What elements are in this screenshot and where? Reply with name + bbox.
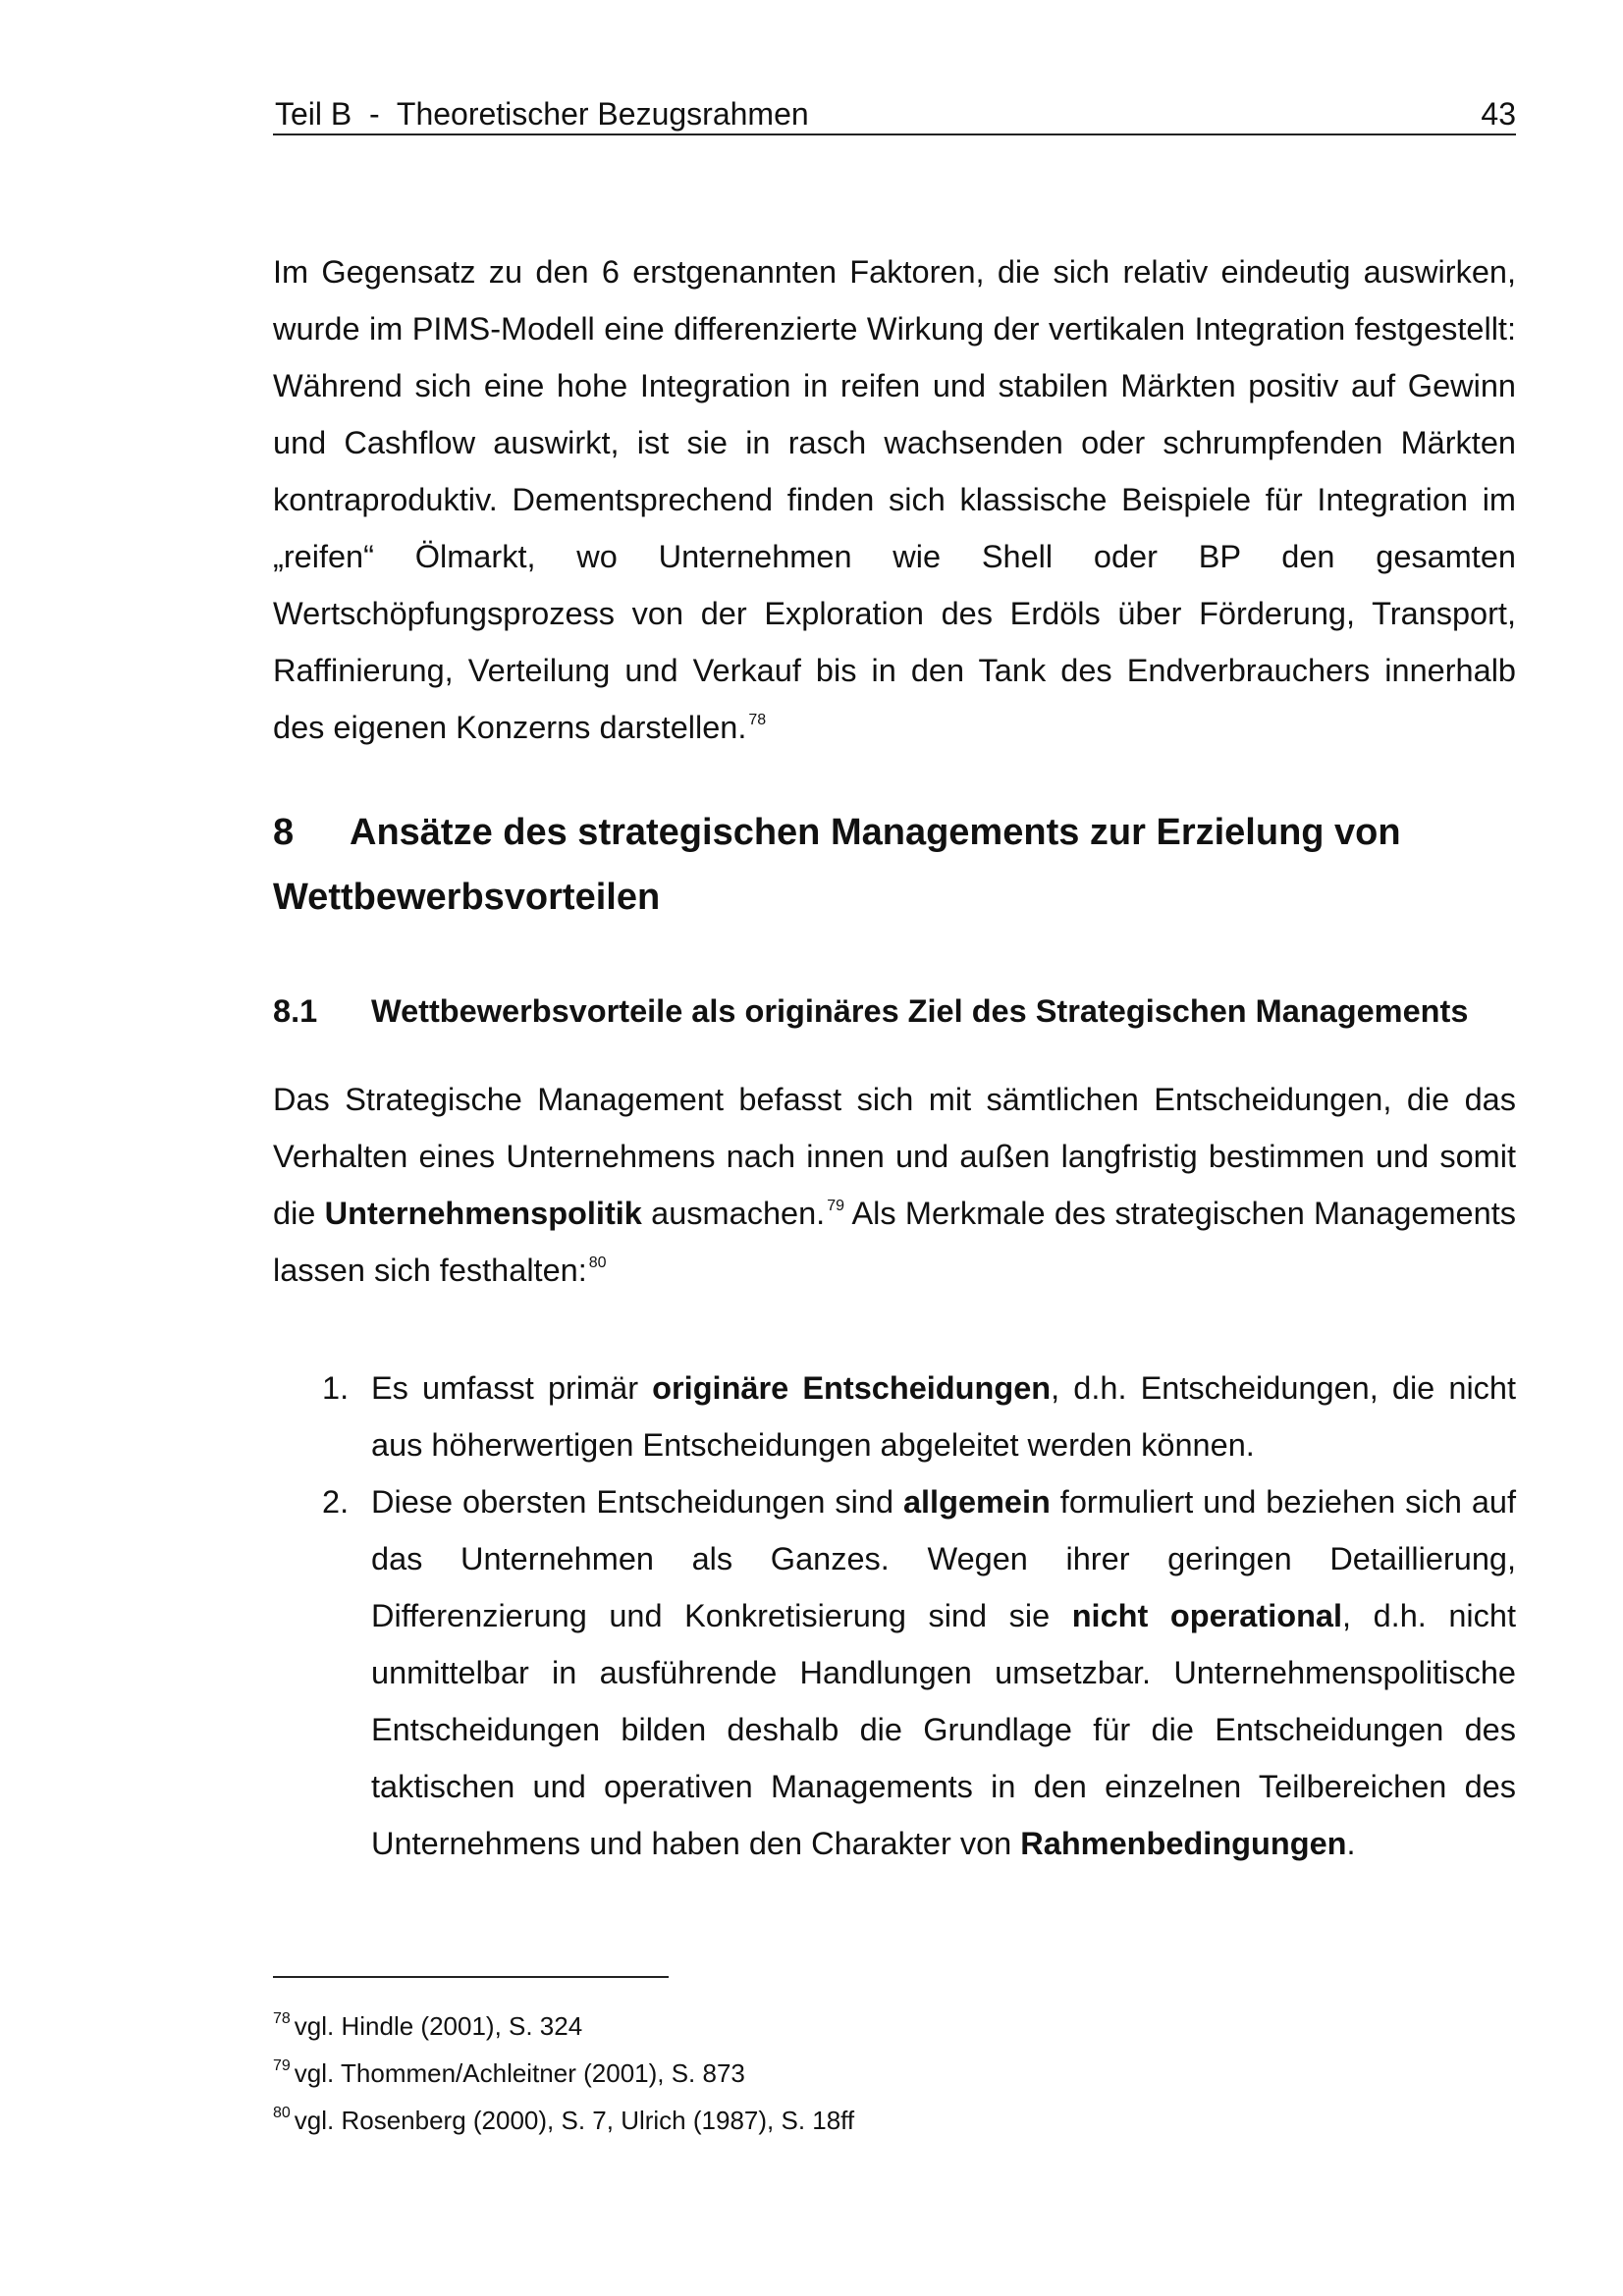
section-8-title: Ansätze des strategischen Managements zur Erzielung von Wettbewerbsvorteilen: [273, 812, 1401, 918]
footnote-ref-79[interactable]: 79: [827, 1198, 845, 1214]
footnote-ref-80[interactable]: 80: [588, 1255, 607, 1271]
footnote-text: vgl. Hindle (2001), S. 324: [294, 2011, 583, 2041]
section-8-1-number: 8.1: [273, 993, 318, 1029]
paragraph-2-part3: Als Merkmale des strategischen Managements lassen sich festhalten:: [273, 1196, 1516, 1288]
footnote-80: [273, 2097, 1516, 2144]
list-item-text: Es umfasst primär: [371, 1370, 639, 1406]
section-heading-8: [273, 800, 1516, 930]
list-item-text: Diese obersten Entscheidungen sind: [371, 1484, 894, 1520]
list-item-bold: originäre Entscheidungen: [652, 1370, 1052, 1406]
list-item-text: , d.h. nicht unmittelbar in ausführende Handlungen umsetzbar. Unternehmenspolitische Entscheidungen bilden deshalb die Grundlage für die Entscheidungen des taktischen und operativen Managements in den einzelnen Teilbereichen des Unternehmens und haben den Charakter von: [371, 1598, 1517, 1861]
paragraph-2: [273, 1071, 1516, 1299]
list-item: [273, 1360, 1516, 1473]
intro-paragraph-text: Im Gegensatz zu den 6 erstgenannten Faktoren, die sich relativ eindeutig auswirken, wurde im PIMS-Modell eine differenzierte Wirkung der vertikalen Integration festgestellt: Während sich eine hohe Integration in reifen und stabilen Märkten positiv auf Gewinn und Cashflow auswirkt, ist sie in rasch wachsenden oder schrumpfenden Märkten kontraproduktiv. Dementsprechend finden sich klassische Beispiele für Integration im „reifen“ Ölmarkt, wo Unternehmen wie Shell oder BP den gesamten Wertschöpfungsprozess von der Exploration des Erdöls über Förderung, Transport, Raffinierung, Verteilung und Verkauf bis in den Tank des Endverbrauchers innerhalb des eigenen Konzerns darstellen.: [273, 254, 1516, 745]
section-8-number: 8: [273, 812, 295, 853]
section-heading-8-1: [273, 989, 1516, 1033]
list-marker: 2.: [322, 1484, 350, 1520]
page-header: [273, 94, 1516, 135]
footnote-79: [273, 2050, 1516, 2097]
intro-paragraph: [273, 243, 1516, 756]
list-item: [273, 1473, 1516, 1872]
list-item-text: formuliert und beziehen sich auf das Unternehmen als Ganzes. Wegen ihrer geringen Detaillierung, Differenzierung und Konkretisierung sind sie: [371, 1484, 1517, 1633]
footnote-text: vgl. Thommen/Achleitner (2001), S. 873: [294, 2058, 745, 2088]
page-number: 43: [1481, 96, 1516, 132]
list-marker: 1.: [322, 1370, 350, 1406]
footnote-ref-78[interactable]: 78: [748, 712, 767, 728]
paragraph-2-part1: Das Strategische Management befasst sich mit sämtlichen Entscheidungen, die das Verhalten eines Unternehmens nach innen und außen langfristig bestimmen und somit die: [273, 1082, 1516, 1231]
footnote-text: vgl. Rosenberg (2000), S. 7, Ulrich (1987), S. 18ff: [294, 2106, 855, 2135]
paragraph-2-part2: ausmachen.: [651, 1196, 826, 1231]
paragraph-2-block: [273, 1071, 1516, 1299]
footnote-number: 80: [273, 2105, 291, 2121]
list-item-bold: nicht operational: [1071, 1598, 1343, 1633]
intro-paragraph-block: [273, 243, 1516, 756]
list-item-text: .: [1346, 1826, 1356, 1861]
list-item-bold: allgemein: [902, 1484, 1051, 1520]
footnote-number: 78: [273, 2010, 291, 2027]
footnote-78: [273, 2002, 1516, 2050]
list-item-text: , d.h. Entscheidungen, die nicht aus höherwertigen Entscheidungen abgeleitet werden können.: [371, 1370, 1517, 1463]
footnote-divider: [273, 1976, 669, 1978]
paragraph-2-bold-term: Unternehmenspolitik: [324, 1196, 642, 1231]
list-item-bold: Rahmenbedingungen: [1020, 1826, 1347, 1861]
section-8-1-title: Wettbewerbsvorteile als originäres Ziel des Strategischen Managements: [371, 993, 1469, 1029]
footnote-number: 79: [273, 2057, 291, 2074]
characteristics-list: [273, 1360, 1516, 1872]
header-title: Teil B - Theoretischer Bezugsrahmen: [275, 96, 809, 132]
footnotes: [273, 2002, 1516, 2144]
